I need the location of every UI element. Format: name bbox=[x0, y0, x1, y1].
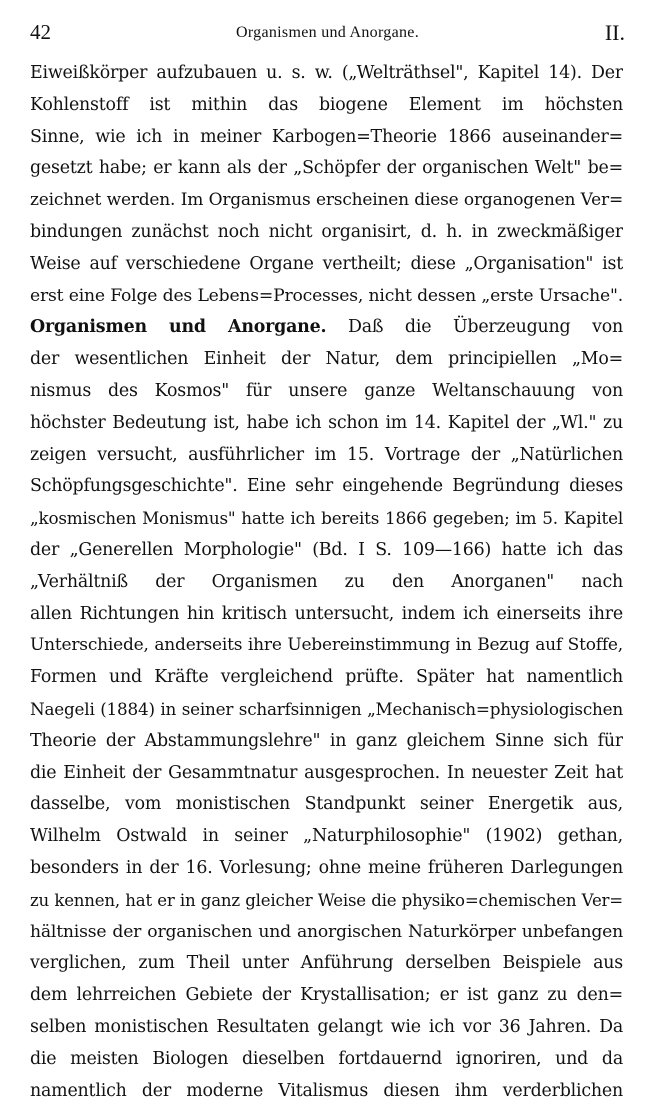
text-line bbox=[30, 312, 623, 344]
text-line bbox=[30, 90, 623, 122]
line-text: die Einheit der Gesammtnatur ausgesprochen. In neuester Zeit hat bbox=[30, 763, 623, 783]
text-line bbox=[30, 440, 623, 472]
line-text: dem lehrreichen Gebiete der Krystallisation; er ist ganz zu den= bbox=[30, 985, 623, 1005]
text-line bbox=[30, 1012, 623, 1044]
line-text: hältnisse der organischen und anorgischen Naturkörper unbefangen bbox=[30, 922, 623, 942]
body-text bbox=[30, 58, 623, 1107]
line-text: zu kennen, hat er in ganz gleicher Weise die physiko=chemischen Ver= bbox=[30, 891, 623, 910]
text-line bbox=[30, 217, 623, 249]
text-line bbox=[30, 853, 623, 885]
text-line bbox=[30, 376, 623, 408]
text-line bbox=[30, 885, 623, 917]
line-text: zeichnet werden. Im Organismus erscheinen diese organogenen Ver= bbox=[30, 190, 623, 210]
line-text: Wilhelm Ostwald in seiner „Naturphilosophie" (1902) gethan, bbox=[30, 826, 623, 846]
line-text: Formen und Kräfte vergleichend prüfte. Später hat namentlich bbox=[30, 667, 623, 687]
line-text: Unterschiede, anderseits ihre Uebereinstimmung in Bezug auf Stoffe, bbox=[30, 635, 623, 655]
text-line bbox=[30, 630, 623, 662]
line-text: der „Generellen Morphologie" (Bd. I S. 109—166) hatte ich das bbox=[30, 540, 623, 560]
line-text: Weise auf verschiedene Organe vertheilt; diese „Organisation" ist bbox=[30, 254, 623, 274]
line-text: dasselbe, vom monistischen Standpunkt seiner Energetik aus, bbox=[30, 794, 623, 814]
text-line bbox=[30, 471, 623, 503]
line-text: nismus des Kosmos" für unsere ganze Weltanschauung von bbox=[30, 381, 623, 401]
line-text: Daß die Überzeugung von bbox=[326, 317, 623, 337]
text-line bbox=[30, 694, 623, 726]
text-line bbox=[30, 185, 623, 217]
text-line bbox=[30, 344, 623, 376]
text-line bbox=[30, 821, 623, 853]
line-text: die meisten Biologen dieselben fortdauernd ignoriren, und da bbox=[30, 1049, 623, 1069]
text-line bbox=[30, 408, 623, 440]
text-line bbox=[30, 535, 623, 567]
text-line bbox=[30, 789, 623, 821]
chapter-numeral: II. bbox=[605, 20, 625, 46]
line-text: Sinne, wie ich in meiner Karbogen=Theorie 1866 auseinander= bbox=[30, 127, 623, 147]
text-line bbox=[30, 249, 623, 281]
text-line bbox=[30, 122, 623, 154]
text-line bbox=[30, 1044, 623, 1076]
line-text: Eiweißkörper aufzubauen u. s. w. („Welträthsel", Kapitel 14). Der bbox=[30, 63, 623, 83]
line-text: „Verhältniß der Organismen zu den Anorganen" nach bbox=[30, 572, 623, 592]
text-line bbox=[30, 58, 623, 90]
line-text: erst eine Folge des Lebens=Processes, nicht dessen „erste Ursache". bbox=[30, 286, 623, 306]
line-text: Kohlenstoff ist mithin das biogene Element im höchsten bbox=[30, 95, 623, 115]
line-text: gesetzt habe; er kann als der „Schöpfer der organischen Welt" be= bbox=[30, 158, 623, 178]
text-line bbox=[30, 917, 623, 949]
line-text: besonders in der 16. Vorlesung; ohne meine früheren Darlegungen bbox=[30, 858, 623, 878]
text-line bbox=[30, 153, 623, 185]
text-line bbox=[30, 948, 623, 980]
text-line bbox=[30, 599, 623, 631]
running-head bbox=[30, 20, 625, 50]
line-text: namentlich der moderne Vitalismus diesen ihm verderblichen bbox=[30, 1081, 623, 1101]
text-line bbox=[30, 980, 623, 1012]
text-line bbox=[30, 281, 623, 313]
text-line bbox=[30, 567, 623, 599]
section-heading: Organismen und Anorgane. bbox=[30, 317, 326, 337]
line-text: „kosmischen Monismus" hatte ich bereits 1866 gegeben; im 5. Kapitel bbox=[30, 508, 623, 528]
page-number: 42 bbox=[30, 20, 51, 45]
text-line bbox=[30, 726, 623, 758]
line-text: Naegeli (1884) in seiner scharfsinnigen „Mechanisch=physiologischen bbox=[30, 699, 623, 719]
text-line bbox=[30, 662, 623, 694]
line-text: selben monistischen Resultaten gelangt wie ich vor 36 Jahren. Da bbox=[30, 1017, 623, 1037]
text-line bbox=[30, 1076, 623, 1107]
line-text: höchster Bedeutung ist, habe ich schon im 14. Kapitel der „Wl." zu bbox=[30, 413, 623, 433]
line-text: Schöpfungsgeschichte". Eine sehr eingehende Begründung dieses bbox=[30, 476, 623, 496]
line-text: zeigen versucht, ausführlicher im 15. Vortrage der „Natürlichen bbox=[30, 445, 623, 465]
text-line bbox=[30, 758, 623, 790]
line-text: der wesentlichen Einheit der Natur, dem principiellen „Mo= bbox=[30, 349, 623, 369]
text-line bbox=[30, 503, 623, 535]
line-text: allen Richtungen hin kritisch untersucht, indem ich einerseits ihre bbox=[30, 604, 623, 624]
line-text: Theorie der Abstammungslehre" in ganz gleichem Sinne sich für bbox=[30, 731, 623, 751]
line-text: verglichen, zum Theil unter Anführung derselben Beispiele aus bbox=[30, 953, 623, 973]
line-text: bindungen zunächst noch nicht organisirt, d. h. in zweckmäßiger bbox=[30, 222, 623, 242]
running-title: Organismen und Anorgane. bbox=[30, 24, 625, 42]
